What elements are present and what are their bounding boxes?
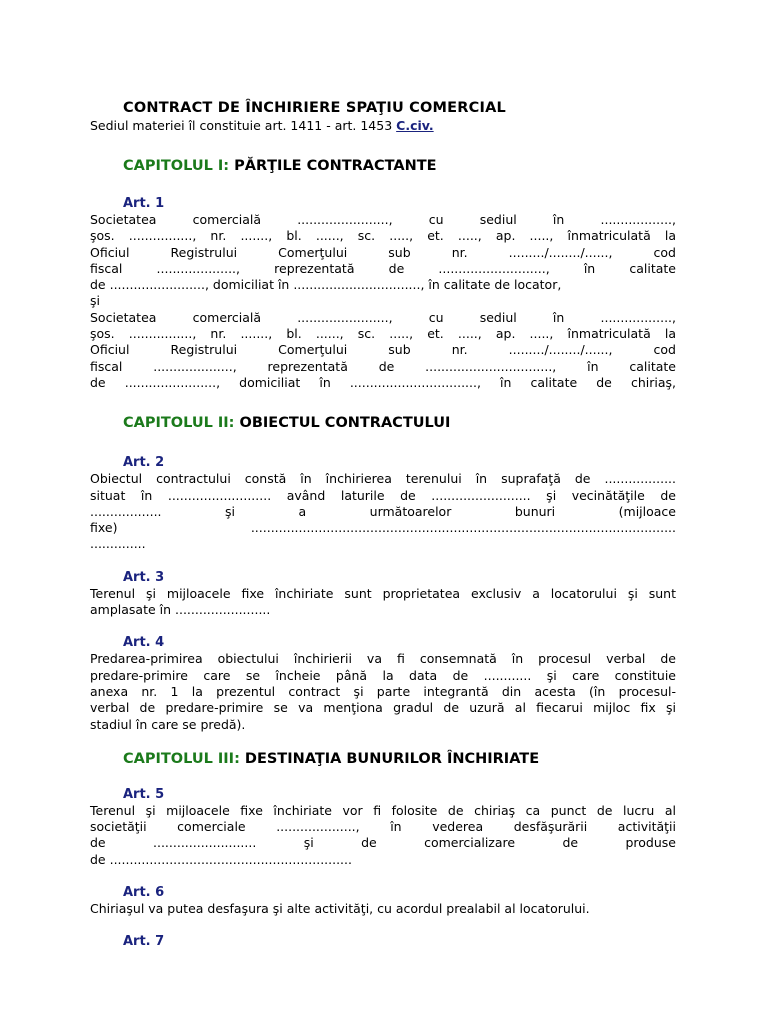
civil-code-link[interactable]: C.civ. — [396, 118, 434, 133]
text-line: de ............................................................. — [90, 851, 352, 867]
chapter-3-heading — [123, 749, 676, 769]
article-1-label: Art. 1 — [123, 196, 165, 211]
text-line: fiscal ...................., reprezentată de ................................, în calitate — [90, 358, 676, 374]
text-line: Terenul şi mijloacele fixe închiriate vor fi folosite de chiriaş ca punct de lucru al — [90, 802, 676, 818]
text-line: Predarea-primirea obiectului închirierii va fi consemnată în procesul verbal de — [90, 651, 676, 667]
article-3-body — [90, 586, 676, 619]
chapter-name: DESTINAŢIA BUNURILOR ÎNCHIRIATE — [239, 750, 540, 767]
article-2-label: Art. 2 — [123, 455, 165, 471]
text-line: stadiul în care se predă). — [90, 716, 246, 732]
legal-basis-text: Sediul materiei îl constituie art. 1411 - art. 1453 — [90, 118, 397, 133]
text-line: şos. ................, nr. ......., bl. ......, sc. ....., et. ....., ap. ....., înmatriculată la — [90, 326, 676, 342]
chapter-number: CAPITOLUL III: — [123, 750, 240, 767]
text-line: Oficiul Registrului Comerţului sub nr. ........./......../......, cod — [90, 244, 676, 260]
text-line: .............. — [90, 536, 146, 552]
text-line: şi — [90, 293, 100, 309]
article-6-label: Art. 6 — [123, 885, 165, 901]
text-line: anexa nr. 1 la prezentul contract şi parte integrantă din acesta (în procesul- — [90, 683, 676, 699]
chapter-1-heading — [123, 156, 676, 176]
text-line: Chiriaşul va putea desfaşura şi alte activităţi, cu acordul prealabil al locatorului. — [90, 901, 590, 917]
chapter-number: CAPITOLUL II: — [123, 415, 235, 432]
text-line: Societatea comercială ......................., cu sediul în .................., — [90, 212, 676, 227]
article-2-body — [90, 471, 676, 552]
document-title: CONTRACT DE ÎNCHIRIERE SPAŢIU COMERCIAL — [123, 100, 506, 116]
chapter-name: OBIECTUL CONTRACTULUI — [234, 415, 451, 432]
text-line: fixe) ........................................................................................................... — [90, 520, 676, 536]
text-line: Terenul şi mijloacele fixe închiriate sunt proprietatea exclusiv a locatorului şi sunt — [90, 585, 676, 601]
article-4-label: Art. 4 — [123, 635, 165, 651]
text-line: situat în .......................... având laturile de ......................... şi vecinătăţile de — [90, 487, 676, 503]
text-line: Oficiul Registrului Comerţului sub nr. ........./......../......, cod — [90, 342, 676, 358]
article-5-body — [90, 803, 676, 868]
text-line: de ........................, domiciliat în ................................, în calitate de locator, — [90, 277, 562, 293]
text-line: de .......................... şi de comercializare de produse — [90, 835, 676, 851]
text-line: şos. ................, nr. ......., bl. ......, sc. ....., et. ....., ap. ....., înmatriculată la — [90, 228, 676, 244]
article-1-body — [90, 212, 676, 391]
article-3-label: Art. 3 — [123, 569, 165, 585]
text-line: .................. şi a următoarelor bunuri (mijloace — [90, 503, 676, 519]
article-5-label: Art. 5 — [123, 786, 165, 802]
article-6-body — [90, 901, 676, 917]
text-line: Obiectul contractului constă în închirierea terenului în suprafaţă de .................. — [90, 471, 676, 487]
legal-basis — [90, 118, 676, 134]
text-line: predare-primire care se încheie până la data de ............ şi care constituie — [90, 667, 676, 683]
chapter-2-heading — [123, 413, 676, 433]
text-line: amplasate în ........................ — [90, 602, 271, 618]
chapter-number: CAPITOLUL I: — [123, 158, 230, 174]
text-line: verbal de predare-primire se va menţiona gradul de uzură al fiecarui mijloc fix şi — [90, 700, 676, 716]
chapter-name: PĂRŢILE CONTRACTANTE — [229, 158, 437, 174]
text-line: societăţii comerciale ...................., în vederea desfăşurării activităţii — [90, 819, 676, 835]
text-line: fiscal ...................., reprezentată de ..........................., în calitate — [90, 260, 676, 276]
document-page — [90, 98, 676, 950]
article-4-body — [90, 651, 676, 732]
text-line: Societatea comercială ......................., cu sediul în .................., — [90, 309, 676, 325]
text-line: de ......................., domiciliat în ................................, în calitate de chiriaş, — [90, 374, 676, 390]
article-7-label: Art. 7 — [123, 934, 165, 950]
